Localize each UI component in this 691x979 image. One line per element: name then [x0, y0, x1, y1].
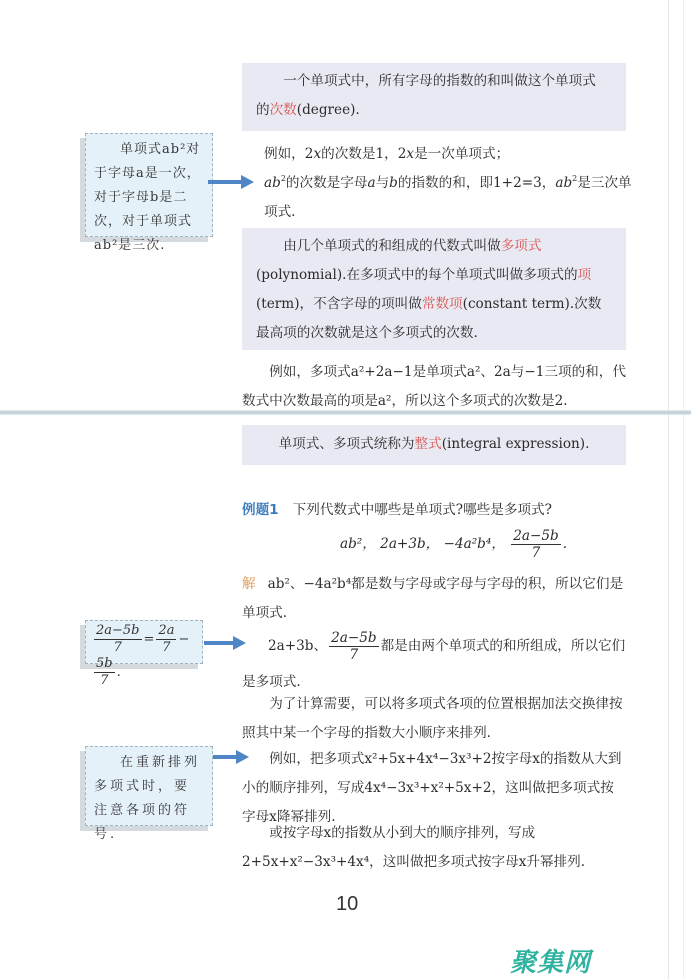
section-divider — [0, 410, 691, 415]
example-paragraph-polynomial-degree: 例如，多项式a²+2a−1是单项式a²、2a与−1三项的和，代数式中次数最高的项是a²，所以这个多项式的次数是2. — [242, 364, 626, 409]
solution-label: 解 — [242, 576, 256, 592]
definition-integral-box: 单项式、多项式统称为整式(integral expression). — [242, 425, 626, 465]
example-1-question: 例题1 下列代数式中哪些是单项式?哪些是多项式? — [242, 502, 552, 518]
definition-degree-box — [242, 63, 626, 131]
term-term: 项 — [577, 267, 592, 283]
descending-order-paragraph: 例如，把多项式x²+5x+4x⁴−3x³+2按字母x的指数从大到小的顺序排列，写成4x⁴−3x³+x²+5x+2，这叫做把多项式按字母x降幂排列. — [242, 751, 622, 825]
definition-degree-line1: 一个单项式中，所有字母的指数的和叫做这个单项式 — [283, 73, 596, 89]
term-constant: 常数项 — [421, 296, 463, 312]
margin-note-degree — [85, 133, 213, 253]
example-label: 例题1 — [242, 502, 279, 518]
term-integral: 整式 — [414, 436, 442, 452]
arrow-icon — [204, 641, 234, 645]
example-paragraph-degree: 例如，2x的次数是1，2x是一次单项式； $ab^2$的次数是字母a与b的指数的和，即1+2=3，$ab^2$是三次单项式. — [264, 146, 632, 220]
definition-degree-line2: 的次数(degree). — [256, 102, 360, 118]
example-1-solution-part1: 解 ab²、−4a²b⁴都是数与字母或字母与字母的积，所以它们是单项式. — [242, 576, 624, 621]
term-polynomial: 多项式 — [500, 238, 542, 254]
definition-polynomial-box: 由几个单项式的和组成的代数式叫做多项式(polynomial).在多项式中的每个单项式叫做多项式的项(term)，不含字母的项叫做常数项(constant term).次数最高项的次数就是这个多项式的次数. — [242, 228, 626, 350]
term-degree: 次数 — [269, 102, 297, 118]
arrow-icon — [208, 180, 242, 184]
margin-note-text: 单项式ab²对于字母a是一次，对于字母b是二次，对于单项式ab²是三次. — [94, 142, 201, 253]
arrow-icon — [213, 755, 237, 759]
page-edge-line — [683, 0, 684, 979]
margin-note-sign: 在重新排列多项式时，要注意各项的符号. — [85, 746, 213, 826]
example-1-expressions: ab²， 2a+3b， −4a²b⁴， $\frac{2a-5b}{7}$ . — [340, 528, 568, 561]
watermark-logo: 聚集网 — [510, 948, 592, 978]
example-1-solution-part2: 2a+3b、 $\frac{2a-5b}{7}$ 都是由两个单项式的和所组成，所以它们是多项式. — [242, 630, 626, 690]
fraction: $\frac{2a-5b}{7}$ — [513, 528, 559, 561]
page-edge-line — [668, 0, 669, 979]
margin-note-fraction-split: $\frac{2a-5b}{7}$ = $\frac{2a}{7}$ − $\frac{5b}{7}$ . — [85, 620, 203, 664]
ascending-order-paragraph: 或按字母x的指数从小到大的顺序排列，写成2+5x+x²−3x³+4x⁴，这叫做把多项式按字母x升幂排列. — [242, 825, 586, 870]
page-number: 10 — [336, 893, 359, 915]
sorting-paragraph: 为了计算需要，可以将多项式各项的位置根据加法交换律按照其中某一个字母的指数大小顺序来排列. — [242, 696, 623, 741]
